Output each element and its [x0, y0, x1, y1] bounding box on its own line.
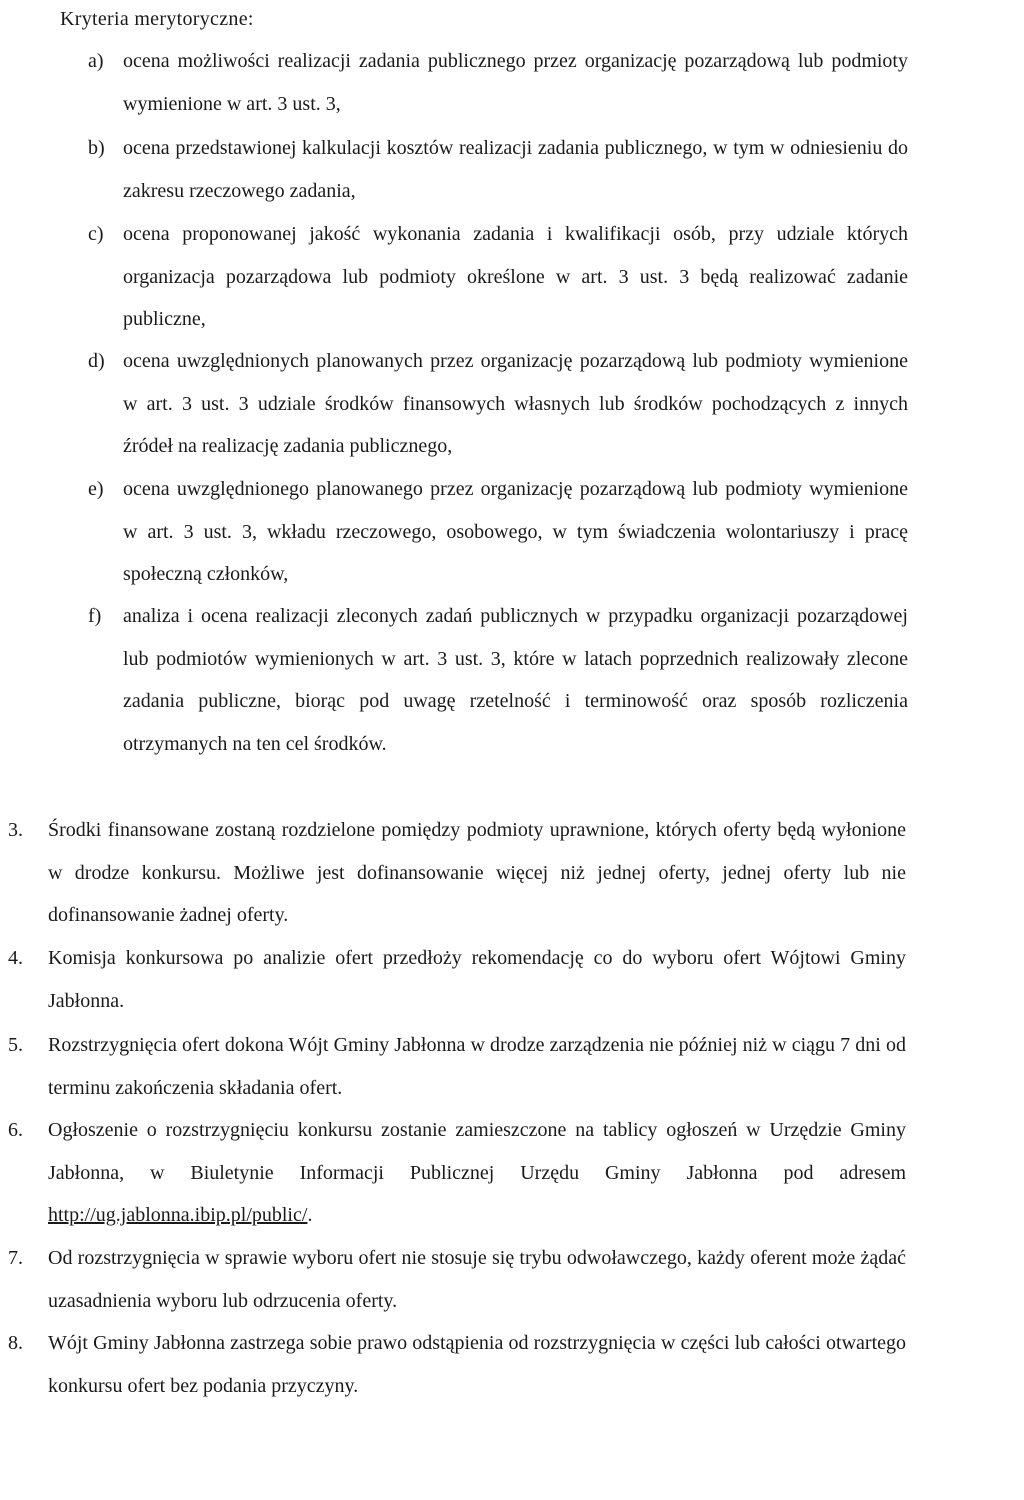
section-text: Od rozstrzygnięcia w sprawie wyboru ofert nie stosuje się trybu odwoławczego, każdy oferent może żądać uzasadnienia wyboru lub odrzucenia oferty.: [48, 1247, 906, 1312]
item-text: ocena proponowanej jakość wykonania zadania i kwalifikacji osób, przy udziale których organizacja pozarządowa lub podmioty określone w art. 3 ust. 3 będą realizować zadanie publiczne,: [123, 223, 908, 330]
section-text: Środki finansowane zostaną rozdzielone pomiędzy podmioty uprawnione, których oferty będą wyłonione w drodze konkursu. Możliwe jest dofinansowanie więcej niż jednej oferty, jednej oferty lub nie dofinansowanie żadnej oferty.: [48, 819, 906, 926]
section-text: [48, 1109, 906, 1237]
item-text: ocena możliwości realizacji zadania publicznego przez organizację pozarządową lub podmioty wymienione w art. 3 ust. 3,: [123, 50, 908, 115]
section-number: 7.: [8, 1247, 23, 1269]
criteria-heading: Kryteria merytoryczne:: [60, 8, 254, 30]
item-marker: b): [88, 137, 105, 159]
bip-link[interactable]: http://ug.jablonna.ibip.pl/public/: [48, 1204, 308, 1226]
item-marker: c): [88, 223, 104, 245]
section-text: Komisja konkursowa po analizie ofert przedłoży rekomendację co do wyboru ofert Wójtowi Gminy Jabłonna.: [48, 947, 906, 1012]
section-number: 4.: [8, 947, 23, 969]
section-text: Wójt Gminy Jabłonna zastrzega sobie prawo odstąpienia od rozstrzygnięcia w części lub całości otwartego konkursu ofert bez podania przyczyny.: [48, 1332, 906, 1397]
item-text: ocena uwzględnionego planowanego przez organizację pozarządową lub podmioty wymienione w art. 3 ust. 3, wkładu rzeczowego, osobowego, w tym świadczenia wolontariuszy i pracę społeczną członków,: [123, 478, 908, 585]
item-marker: a): [88, 50, 104, 72]
section-6-text: Ogłoszenie o rozstrzygnięciu konkursu zostanie zamieszczone na tablicy ogłoszeń w Urzędzie Gminy Jabłonna, w Biuletynie Informacji Publicznej Urzędu Gminy Jabłonna pod adresem: [48, 1119, 906, 1184]
section-text: Rozstrzygnięcia ofert dokona Wójt Gminy Jabłonna w drodze zarządzenia nie później niż w ciągu 7 dni od terminu zakończenia składania ofert.: [48, 1034, 906, 1099]
section-number: 8.: [8, 1332, 23, 1354]
item-marker: f): [88, 605, 102, 627]
item-marker: e): [88, 478, 104, 500]
section-number: 5.: [8, 1034, 23, 1056]
item-text: ocena przedstawionej kalkulacji kosztów realizacji zadania publicznego, w tym w odniesieniu do zakresu rzeczowego zadania,: [123, 137, 908, 202]
section-number: 6.: [8, 1119, 23, 1141]
item-text: analiza i ocena realizacji zleconych zadań publicznych w przypadku organizacji pozarządowej lub podmiotów wymienionych w art. 3 ust. 3, które w latach poprzednich realizowały zlecone zadania publiczne, biorąc pod uwagę rzetelność i terminowość oraz sposób rozliczenia otrzymanych na ten cel środków.: [123, 605, 908, 755]
section-6-after: .: [307, 1204, 313, 1226]
section-number: 3.: [8, 819, 23, 841]
item-text: ocena uwzględnionych planowanych przez organizację pozarządową lub podmioty wymienione w art. 3 ust. 3 udziale środków finansowych własnych lub środków pochodzących z innych źródeł na realizację zadania publicznego,: [123, 350, 908, 457]
item-marker: d): [88, 350, 105, 372]
